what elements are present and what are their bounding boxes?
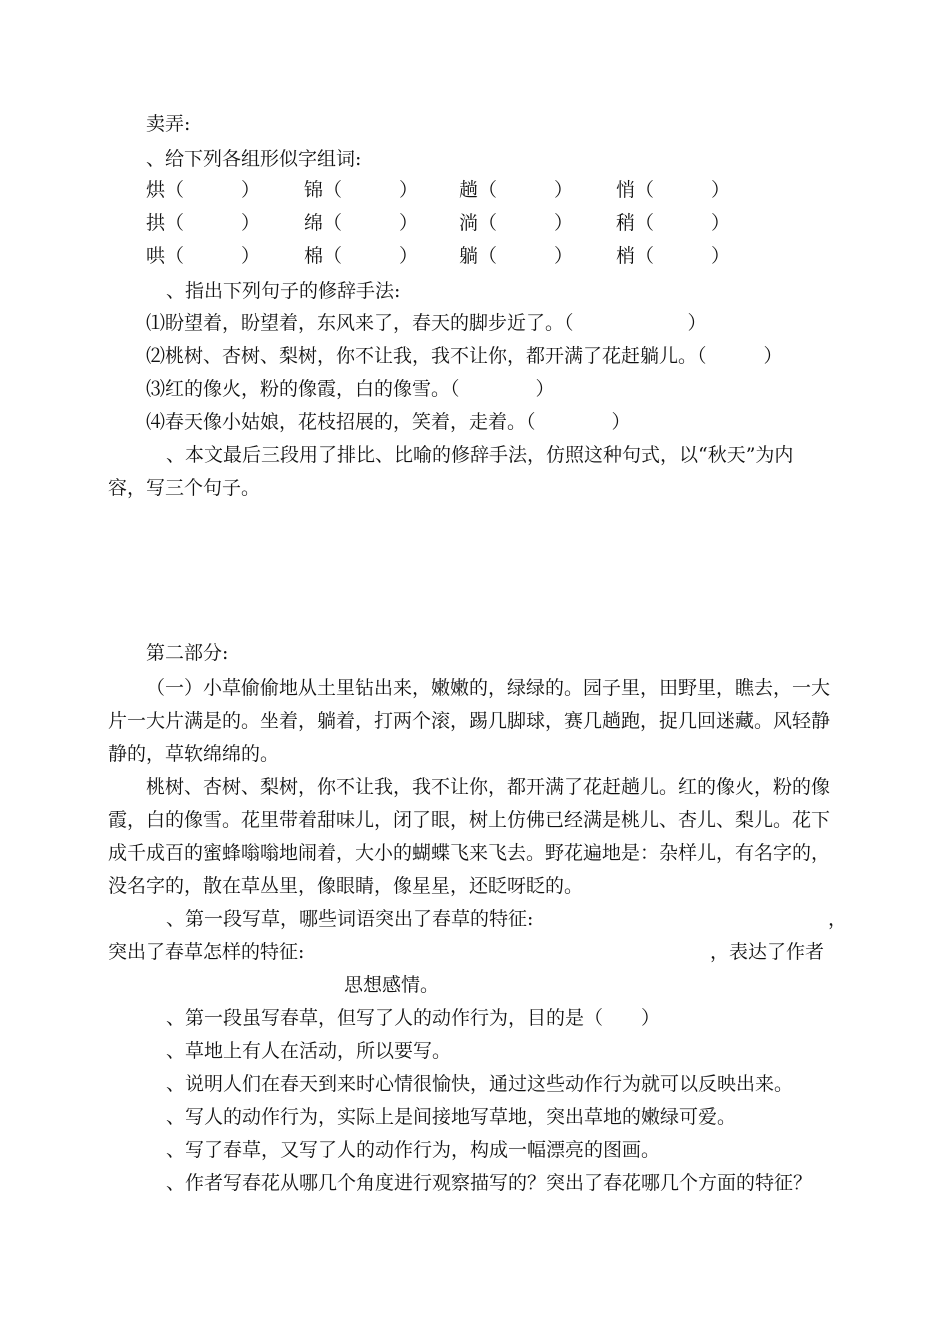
question-imitate: 、本文最后三段用了排比、比喻的修辞手法，仿照这种句式，以“秋天”为内 [166,444,794,466]
passage-line: （一）小草偷偷地从土里钻出来，嫩嫩的，绿绿的。园子里，田野里，瞧去，一大 [146,677,831,699]
question-flowers: 、作者写春花从哪几个角度进行观察描写的？突出了春花哪几个方面的特征？ [166,1172,813,1194]
passage-line: 片一大片满是的。坐着，躺着，打两个滚，踢几脚球，赛几趟跑，捉几回迷藏。风轻静 [108,710,831,732]
question-word-groups: 、给下列各组形似字组词: [146,148,362,170]
section-heading-2: 第二部分: [146,642,229,664]
section-heading-1: 卖弄: [146,113,191,135]
rhetoric-item: ⑷春天像小姑娘，花枝招展的，笑着，走着。（ ） [146,411,631,433]
word-cell: 绵（ ） [304,212,419,234]
word-cell: 锦（ ） [304,179,419,201]
word-grid-row [146,211,786,235]
question-grass-words: 、第一段写草，哪些词语突出了春草的特征: [166,908,534,930]
question-grass-feeling-end: 思想感情。 [344,974,440,996]
passage-line: 成千成百的蜜蜂嗡嗡地闹着，大小的蝴蝶飞来飞去。野花遍地是：杂样儿，有名字的， [108,842,831,864]
rhetoric-item: ⑴盼望着，盼望着，东风来了，春天的脚步近了。（ ） [146,312,707,334]
word-cell: 淌（ ） [459,212,574,234]
word-cell: 棉（ ） [304,245,419,267]
question-rhetoric: 、指出下列句子的修辞手法: [166,280,401,302]
question-imitate-cont: 容，写三个句子。 [108,477,261,499]
choice-option: 、说明人们在春天到来时心情很愉快，通过这些动作行为就可以反映出来。 [166,1073,794,1095]
passage-line: 桃树、杏树、梨树，你不让我，我不让你，都开满了花赶趟儿。红的像火，粉的像 [146,776,831,798]
word-cell: 趟（ ） [459,179,574,201]
choice-option: 、写了春草，又写了人的动作行为，构成一幅漂亮的图画。 [166,1139,661,1161]
answer-blank-comma: ， [828,908,848,930]
word-cell: 稍（ ） [616,212,731,234]
word-cell: 梢（ ） [616,245,731,267]
choice-option: 、写人的动作行为，实际上是间接地写草地，突出草地的嫩绿可爱。 [166,1106,737,1128]
word-cell: 烘（ ） [146,179,261,201]
word-cell: 躺（ ） [459,245,574,267]
passage-line: 没名字的，散在草丛里，像眼睛，像星星，还眨呀眨的。 [108,875,584,897]
word-cell: 哄（ ） [146,245,261,267]
passage-line: 霞，白的像雪。花里带着甜味儿，闭了眼，树上仿佛已经满是桃儿、杏儿、梨儿。花下 [108,809,831,831]
word-cell: 拱（ ） [146,212,261,234]
passage-line: 静的，草软绵绵的。 [108,743,280,765]
rhetoric-item: ⑵桃树、杏树、梨树，你不让我，我不让你，都开满了花赶躺儿。（ ） [146,345,783,367]
rhetoric-item: ⑶红的像火，粉的像霞，白的像雪。（ ） [146,378,555,400]
word-grid-row [146,178,786,202]
word-cell: 悄（ ） [616,179,731,201]
question-grass-feature: 突出了春草怎样的特征: [108,941,305,963]
question-purpose: 、第一段虽写春草，但写了人的动作行为，目的是（ ） [166,1007,661,1029]
choice-option: 、草地上有人在活动，所以要写。 [166,1040,452,1062]
word-grid-row [146,244,786,268]
question-grass-feeling: ，表达了作者 [710,941,825,963]
